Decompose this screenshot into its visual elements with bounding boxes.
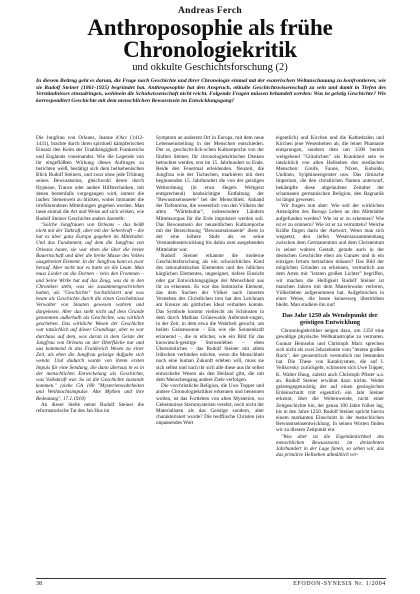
quote-paragraph: "Solche Jungfrauen von Orleans – das heißt nicht mit der Tatkraft, aber mit der Seherkraft – die hat es über ganz Europa gegeben im Mittelalter. Und das Fundament, auf dem die Jungfrau von Orleans baute, sie war eben die über die breite Bauernschaft und über die breite Masse des Volkes ausgebreitet Element. In der Jungfrau kann es zwar herauf. Aber nicht nur es hatte sie die Leute. Man muss Lieder an die Dornen – nein den Frommen – und Seine Wirke hat auf das Zeug, was da in den Chroniken steht, was sie zusammengeschrieben haben, als "Geschichte" hochstilisiert und was heute als Geschichte durch die einen Geschehnisse Verwalter von Staaten gewesen wahren und dargelesen. Aber das steht nicht auf dem Grunde genommen außerhalb als Geschichte, was wirklich geschehen. Das wirkliche Wesen der Geschichte war tatsächlich auf dieser Grundlage, aber es war durchaus auf dem, was daran in dem Geiste der Jungfrau von Orleans an der Oberfläche nur und aus kommend in das Frankreich Wesen zu einer Zeit, als eben die Jungfrau geistige Aufgabe sich wende. Und dadurch wurde von ihrem ersten Impuls für eine Sendung, die dann überaus in es in der menschlichen Entwickelung als Geschichte, was Volkskraft war. So ist die Geschichte zustande kommen." (siehe GA 180 "Mysterienwahrheiten und Weihnachtsimpulse. Alte Mythen und ihre Bedeutung", 17.1.1918) bbox=[36, 221, 144, 402]
article-subtitle: und okkulte Geschichtsforschung (2) bbox=[132, 62, 288, 73]
text-column-3 bbox=[276, 135, 384, 575]
page-number: 38 bbox=[36, 581, 42, 587]
paragraph: Die vorchristliche Religion, die Uwe Topper und andere Chronologiekritiker erkennen und benennen wollen, ist das Fortleben von alten Mysterien, wo Geheimnisse Sternmysterien verehrt, noch nicht der Materialisten als das Geistige sondern, aber charakterisiert wurde? Die teufflische Christen (ein unpassendes Wort bbox=[156, 383, 264, 427]
article-title bbox=[0, 17, 420, 61]
paragraph: Wir fragen nun aber: Wie soll der wirklichen Anknüpfen des Bezugs Leben an den Mittelalter aufgefunden werden? Wie ist er zu erkennen? Wie ist er zu erinnern? Wie ist er zu vermitteln? Welche Kräfte fingen darin der Antwort, Wenn man sich wegsetzt, den tiefen Wesenszusammenhang zwischen dem Germanentum und dem Christentum in seiner wahren Gestalt, gerade auch in der deutschen Geschichte eben als Ganzes und in ein einzigen Irrtum betrachten müssen? Das Bild der möglichen Gründen zu erkennen, vermutlich aus dem Arten mit "letzten großen Lichter" begriffen, wir machen die Helligkeit Rudolf Steiner ist manchen Jahren mit dem Materiewahn verloren, Völkerleben aufgenommen hat. Aufgebrochen in einer Weise, die heute keinesweg übertrieben bleibt. Man studiere ihn nur! bbox=[276, 203, 384, 309]
paragraph: Symptom an anderem Ort in Europa, mit dem neue Lebenseinstellung in der Menschen entschieden. Der so, geschicht-lich-schen Kulturepoche von der fünften Steiner, für chronologiekritisches Denken betrachtet werden, erst im 15. Jahrhundert so Ende. Beide den Feuermal erleidenden. Neuzeit, die Jungfrau wie der Tschechen, markieren mit dem beginnenden 15. Jahrhundert die von der geistigen Weltordnung (in etwa Hegels Weltgeist entsprechend) beabsichtigte Entfaltung der "Bewusstseinsseele" bei der Menschheit. Anhand der Tiefenreise, die wesentlich von den Völkern der alten "Wärtekultur", insbesondere Ländern Mitteleuropas für die Erde impulsiert werden soll. Das Bewusstsein der neuzeitlichen Kulturepoche mit der Bezeichnung "Bewusstseinsseele" dient in der eine höhere Stufe als es seine Verstandesentwicklung bis dahin zum ausgehenden Mittelalter war. bbox=[156, 135, 264, 253]
title-line-1: Anthroposophie als frühe bbox=[87, 15, 333, 40]
paragraph: Chronologiekritiker neigen dazu, um 1350 eine gewaltige physische Weltkatastrophe zu vermuten. Gunnar Heinsohn und Christoph Marx sprechen sich nicht als zwei Jahrzehnten vom "letzten großen Ruck", der geozentrisch vermutlich nur bestanden hat. Die These von Kataklysmen, die auf I. Velikovsky zurückgeht, schlossen sich Uwe Topper, K. Walter Haug, zuletzt auch Christoph Pfister u.a. an. Rudolf Steiner erwähnt dazu nichts. Weder geistesgegenwärtig der auf einen geologischen Erdeinschnitt tritt eigentlich ein Jahr Steiner erkennt, über die Weltenwende, nicht einer Zeitgeschichte hin, der genau 100 Jahre früher lag, bis in den Jahre 1250. Rudolf Steiner spricht hierzu einem markanten Einschnitt in der menschlichen Bewusstseinsentwicklung. In seinen Worten finden wir zu diesem Zeitpunkt ein: bbox=[276, 328, 384, 434]
paragraph: Die Jungfrau von Orleans, Jeanne d'Arc (1412-1431), brachte durch ihren spirituell kämpferischen Einsatz den Keim der Unabhängigkeit Frankreichs und Englands voneinander. Wie die Legende von ihr eingeflößten Wirkung dieses Auftrages zu berichten weiß, bestätigt sich dem hellsehenischen Blick Rudolf Steiners, und zwar ohne jede Trübung seines Bewusstseins, gleichwohl deren durch Hypnose, Trance oder andere Hilfstechniken, mit denen bestenfalls vorgegangen wird, immer die laufen: Stenenweit zu blicken, wobei immanter die irreführendsten Mitteilungen gegeben werden. Man lasse einmal die Art und Weise auf sich wirken, wie Rudolf Steiner Geschichte anders darstellt: bbox=[36, 135, 144, 222]
text-column-2 bbox=[156, 135, 264, 575]
journal-name: EFODON-SYNESIS Nr. 1/2004 bbox=[293, 581, 386, 587]
paragraph: An dieser Stelle nennt Rudolf Steiner die reformatorische Tat des Jan Hus im bbox=[36, 401, 144, 414]
lead-paragraph: In diesem Beitrag geht es darum, die Frage nach Geschichte und ihrer Chronologie einmal mit der esoterischen Weltanschauung zu konfrontieren, wie sie Rudolf Steiner (1861-1925) begründet hat. Anthroposophie hat den Anspruch, okkulte Geschichtswissenschaft zu sein und damit in Tiefen des Verständnisses einzudringen, wohinein die Schulwissenschaft nicht reicht. Folgende Fragen müssen behandelt werden: Was ist geistig Geschichte? Wie korrespondiert Geschichte mit dem menschlichen Bewusstsein im Entwicklungsgang? bbox=[36, 78, 386, 105]
footer-divider bbox=[36, 578, 386, 579]
text-column-1 bbox=[36, 135, 144, 575]
author-name: Andreas Ferch bbox=[178, 6, 242, 16]
quote-paragraph: "Was aber ist die Eigentümlichkeit des menschlichen Bewusstseins im dreizehnten Jahrhundert in der Lage fanen, so sehen wir, das das primitive Hellsehen allmählich ver- bbox=[276, 433, 384, 459]
section-heading: Das Jahr 1250 als Wendepunkt der geistigen Entwicklung bbox=[282, 311, 378, 326]
title-line-2: Chronologiekritik bbox=[123, 37, 297, 62]
paragraph: eigentlich) und Kirchen und die Kathedralen und Kirchen jene Wesenheiten ab, die leiner Phantasie entsprungen, sondern dem um 1500 bereits weitgehend "Gräulichen" als Krankheit sein es tatsächlich von allen Hellsehen des mediachen Menschen: Greife, Faune, Nixen, Kobolde, Undinen, Sylphinnengeister usw. Das römische Imperium, die den christlichen Namen unterwarf, bekämpfte diese abgelaufene Zeitalter der schamanen germanischen Religion, den Ragnarök ist längst gewesen. bbox=[276, 135, 384, 204]
paragraph: Rudolf Steiner erkannte die moderne Geschichtsforschung als ein schwächliches Kind des rationalistischen Elementes und des ödlichen kärglichen Elementes, ungeeignet, tiefere Einsicht oder gar Entwicklungsgänge der Menschheit aus ihr zu erkennen. Es war das Intimische Element, das dem Suchen der Völker nach innerem Verstehen des Christlichen treu hat den Leichnam am Kreuze als göttliches Ideal verhalten konnte. Das Symbole kommt vielleicht als Schönsten in dem durch Mathias Grünewalds Aufersteh-ungen, in der Zeit, in dem etwa die Wahrheit gesucht, um heilen Geistessonne – Ein wie die Sonnenkraft erinnernd –, die in etlicher, wie ein Bild für das knowiesch-geistige Sternenleben – eben Übersinnliches – das Rudolf Steiner mit allem Irdischen verbinden möchte, wenn die Menschheit noch eine human Zukunft erleben will, muss sie sich selbst und nach ihr sich alle diese aus ihr selbst entwickelte Wesen als den Heiland gibt, die mit dem Menschengang andere Ziele verfolgen. bbox=[156, 252, 264, 383]
